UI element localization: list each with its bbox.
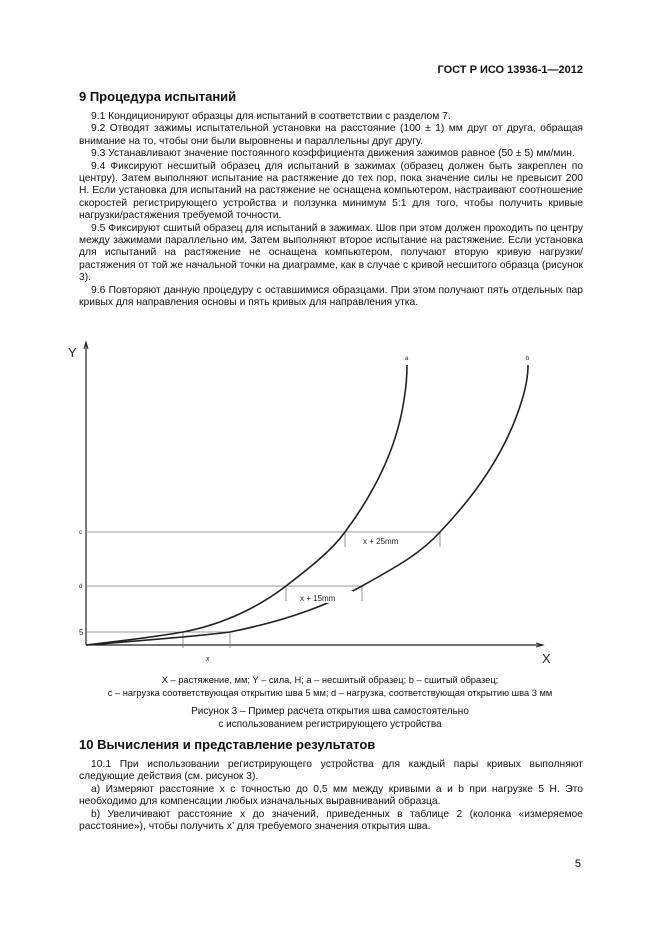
paragraph: b) Увеличивают расстояние x до значений, приведенных в таблице 2 (колонка «измеряемое расстояние»), чтобы получить x’ для требуемого значения открытия шва. bbox=[79, 808, 583, 833]
curve-b-label: b bbox=[526, 356, 530, 362]
figure-3-diagram bbox=[0, 330, 661, 675]
section-10-body bbox=[79, 759, 583, 833]
caption-line: Рисунок 3 – Пример расчета открытия шва самостоятельно bbox=[191, 706, 469, 717]
figure-caption bbox=[60, 706, 600, 731]
y-axis-label: Y bbox=[68, 345, 77, 360]
x-plus-25-label: x + 25mm bbox=[363, 537, 399, 546]
section-10-title: 10 Вычисления и представление результатов bbox=[79, 737, 376, 752]
figure-legend bbox=[60, 674, 600, 699]
x-offset-label: x bbox=[206, 656, 210, 663]
paragraph: 9.2 Отводят зажимы испытательной установки на расстояние (100 ± 1) мм друг от друга, обращая внимание на то, чтобы они были выровнены и параллельны друг другу. bbox=[79, 123, 583, 147]
paragraph: 9.5 Фиксируют сшитый образец для испытаний в зажимах. Шов при этом должен проходить по центру между зажимами параллельно им. Затем выполняют второе испытание на растяжение. Если установка для испытаний на растяжение не оснащена компьютером, получают вторую кривую нагрузки/растяжения от той же начальной точки на диаграмме, как в случае с кривой несшитого образца (рисунок 3). bbox=[79, 222, 583, 284]
curve-a-label: a bbox=[405, 356, 409, 362]
paragraph: a) Измеряют расстояние x с точностью до 0,5 мм между кривыми a и b при нагрузке 5 Н. Это необходимо для компенсации любых изначальных выравниваний образца. bbox=[79, 783, 583, 808]
section-9-title: 9 Процедура испытаний bbox=[79, 89, 237, 104]
tick-5-label: 5 bbox=[79, 628, 84, 637]
paragraph: 9.3 Устанавливают значение постоянного коэффициента движения зажимов равное (50 ± 5) мм/мин. bbox=[91, 148, 575, 160]
paragraph: 9.6 Повторяют данную процедуру с оставшимися образцами. При этом получают пять отдельных пар кривых для направления основы и пять кривых для направления утка. bbox=[79, 284, 583, 309]
section-9-body bbox=[79, 111, 583, 310]
document-header: ГОСТ Р ИСО 13936-1—2012 bbox=[437, 64, 583, 76]
curve-a bbox=[86, 365, 407, 645]
paragraph: 10.1 При использовании регистрирующего устройства для каждый пары кривых выполняют следующие действия (см. рисунок 3). bbox=[79, 759, 583, 783]
x-axis-label: X bbox=[542, 651, 551, 666]
caption-line: с использованием регистрирующего устройства bbox=[218, 718, 442, 730]
paragraph: 9.4 Фиксируют несшитый образец для испытаний в зажимах (образец должен быть закреплен по центру). Затем выполняют испытание на растяжение до тех пор, пока значение силы не превысит 200 Н. Если установка для испытаний на растяжение не оснащена компьютером, настраивают соотношение скоростей регистрирующего устройства и ползунка минимум 5:1 для того, чтобы получить кривые нагрузки/растяжения требуемой точности. bbox=[79, 160, 583, 222]
legend-line: c – нагрузка соответствующая открытию шва 5 мм; d – нагрузка, соответствующая открытию шва 3 мм bbox=[107, 687, 553, 698]
legend-line: X – растяжение, мм; Y – сила, Н; a – несшитый образец; b – сшитый образец; bbox=[161, 675, 499, 685]
tick-c-label: c bbox=[79, 530, 82, 536]
x-plus-15-label: x + 15mm bbox=[300, 594, 336, 603]
page-number: 5 bbox=[574, 858, 581, 870]
paragraph: 9.1 Кондиционируют образцы для испытаний в соответствии с разделом 7. bbox=[91, 111, 451, 122]
tick-d-label: d bbox=[79, 584, 83, 590]
